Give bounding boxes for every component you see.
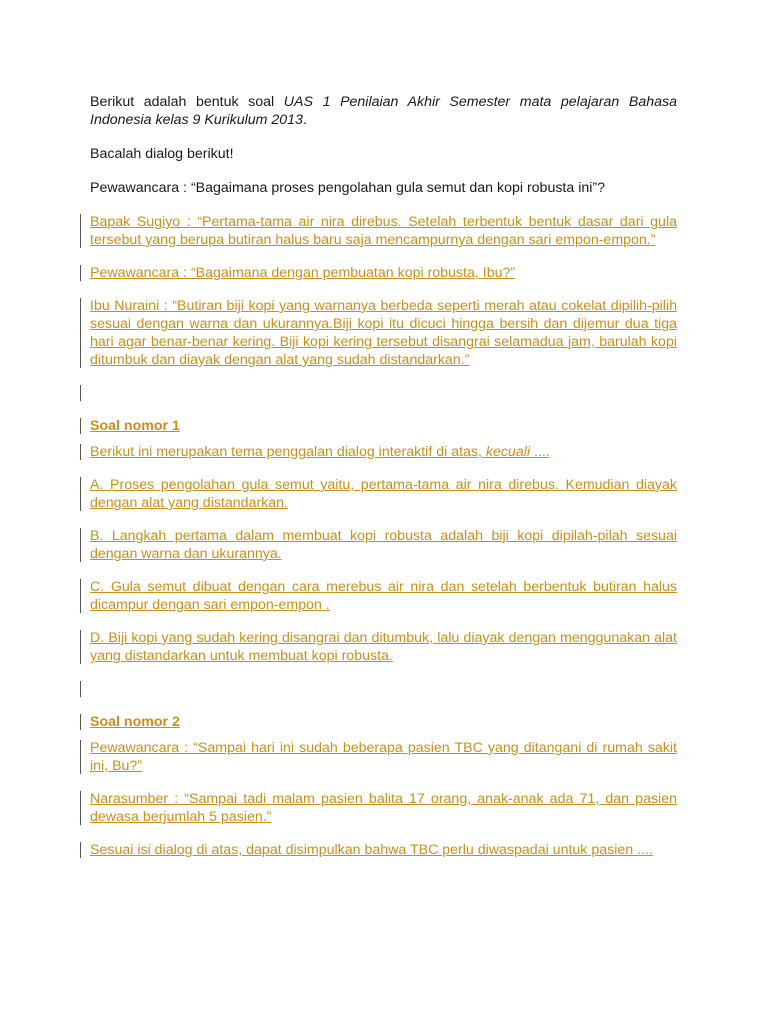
question-1-prompt	[90, 443, 677, 461]
question-2-line-1: Pewawancara : “Sampai hari ini sudah beberapa pasien TBC yang ditangani di rumah sakit ini, Bu?”	[90, 740, 677, 774]
empty-line	[90, 384, 677, 402]
question-1-option-a: A. Proses pengolahan gula semut yaitu, pertama-tama air nira direbus. Kemudian diayak dengan alat yang distandarkan.	[90, 477, 677, 511]
dialog-answer-2: Ibu Nuraini : “Butiran biji kopi yang warnanya berbeda seperti merah atau cokelat dipilih-pilih sesuai dengan warna dan ukurannya.Biji kopi itu dicuci hingga bersih dan dijemur dua tiga hari agar benar-benar kering. Biji kopi kering tersebut disangrai selamadua jam, barulah kopi ditumbuk dan diayak dengan alat yang sudah distandarkan.”	[90, 298, 677, 368]
intro-italic-text: UAS 1 Penilaian Akhir Semester mata pelajaran Bahasa Indonesia kelas 9 Kurikulum 2013	[90, 94, 677, 128]
question-1-option-b: B. Langkah pertama dalam membuat kopi robusta adalah biji kopi dipilah-pilah sesuai dengan warna dan ukurannya.	[90, 528, 677, 562]
dialog-question-2: Pewawancara : “Bagaimana dengan pembuatan kopi robusta, Ibu?”	[90, 264, 677, 282]
question-1-prompt-suffix: ....	[530, 444, 550, 460]
instruction-text: Bacalah dialog berikut!	[90, 146, 234, 162]
question-1-option-d: D. Biji kopi yang sudah kering disangrai dan ditumbuk, lalu diayak dengan menggunakan alat yang distandarkan untuk membuat kopi robusta.	[90, 630, 677, 664]
question-2-line-3: Sesuai isi dialog di atas, dapat disimpulkan bahwa TBC perlu diwaspadai untuk pasien ....	[90, 841, 677, 859]
question-1-heading: Soal nomor 1	[90, 417, 677, 435]
document-page	[90, 93, 677, 874]
dialog-answer-1: Bapak Sugiyo : “Pertama-tama air nira direbus. Setelah terbentuk bentuk dasar dari gula tersebut yang berupa butiran halus baru saja mencampurnya dengan sari empon-empon.”	[90, 214, 677, 248]
question-1-prompt-italic: kecuali	[485, 444, 531, 460]
empty-line	[90, 680, 677, 698]
question-2-line-2: Narasumber : “Sampai tadi malam pasien balita 17 orang, anak-anak ada 71, dan pasien dewasa berjumlah 5 pasien.”	[90, 791, 677, 825]
dialog-question-1: Pewawancara : “Bagaimana proses pengolahan gula semut dan kopi robusta ini”?	[90, 180, 606, 196]
question-1-option-c: C. Gula semut dibuat dengan cara merebus air nira dan setelah berbentuk butiran halus dicampur dengan sari empon-empon .	[90, 579, 677, 613]
question-1-prompt-text: Berikut ini merupakan tema penggalan dialog interaktif di atas,	[90, 444, 486, 460]
intro-text: Berikut adalah bentuk soal	[90, 94, 284, 110]
intro-paragraph	[90, 93, 677, 129]
intro-suffix: .	[302, 112, 307, 128]
question-2-heading: Soal nomor 2	[90, 713, 677, 731]
